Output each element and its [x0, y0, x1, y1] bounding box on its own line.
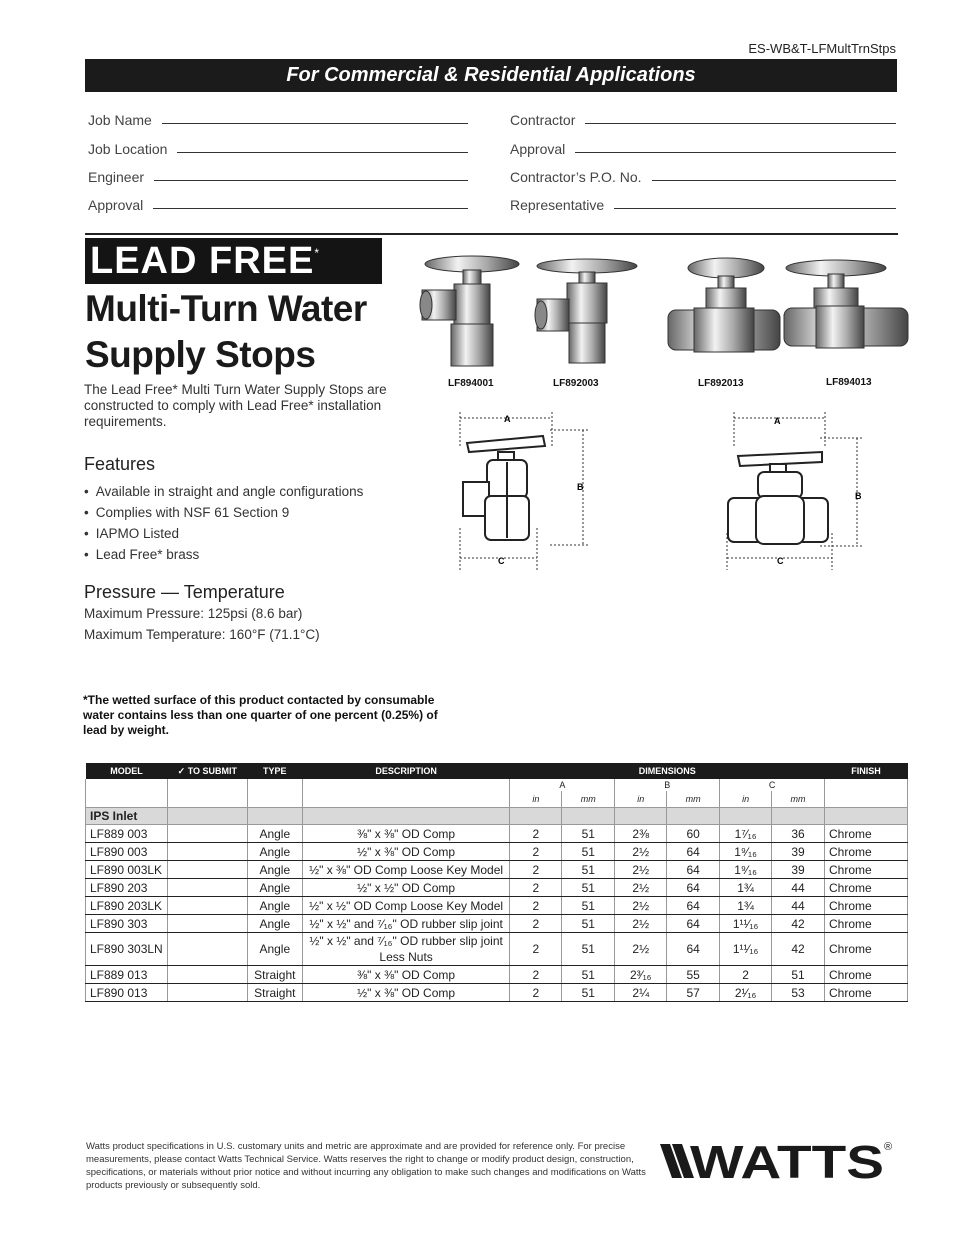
form-field-approval-right[interactable] [510, 141, 896, 157]
cell-desc [302, 879, 510, 897]
form-label: Engineer [88, 169, 145, 185]
features-list [84, 481, 363, 565]
cell-finish: Chrome [825, 966, 908, 984]
table-row [86, 915, 908, 933]
page-title [85, 286, 367, 378]
dim-label-b: B [577, 482, 584, 492]
form-line [162, 122, 468, 124]
cell-b-mm: 64 [667, 879, 720, 897]
description-line: ½" x ½" and ⁷⁄₁₆" OD rubber slip joint [309, 934, 503, 948]
cell-finish: Chrome [825, 933, 908, 966]
cell-submit[interactable] [167, 843, 247, 861]
cell-type: Angle [247, 861, 302, 879]
description-line: Less Nuts [379, 950, 433, 964]
unit-row [86, 791, 908, 808]
cell-desc [302, 843, 510, 861]
cell-b-in: 2½ [615, 861, 667, 879]
group-label: IPS Inlet [86, 808, 168, 825]
table-row [86, 843, 908, 861]
cell-a-mm: 51 [562, 933, 615, 966]
cell-c-mm: 36 [772, 825, 825, 843]
cell-a-in: 2 [510, 897, 562, 915]
cell-a-in: 2 [510, 825, 562, 843]
cell-type: Angle [247, 897, 302, 915]
cell-submit[interactable] [167, 861, 247, 879]
cell-type: Angle [247, 933, 302, 966]
form-line [614, 207, 896, 209]
description-line: ½" x ⅜" OD Comp Loose Key Model [309, 862, 504, 877]
form-label: Contractor’s P.O. No. [510, 169, 642, 185]
cell-c-mm: 39 [772, 861, 825, 879]
cell-finish: Chrome [825, 879, 908, 897]
dimension-drawing-straight [722, 408, 870, 578]
cell-submit[interactable] [167, 933, 247, 966]
cell-model: LF889 003 [86, 825, 168, 843]
description-line: ⅜" x ⅜" OD Comp [357, 826, 456, 841]
form-line [652, 179, 896, 181]
features-heading: Features [84, 454, 156, 474]
table-row [86, 897, 908, 915]
intro-text: The Lead Free* Multi Turn Water Supply Stops are constructed to comply with Lead Free* installation requirements. [84, 382, 387, 429]
cell-c-in: 1¹¹⁄₁₆ [720, 915, 772, 933]
form-field-engineer[interactable] [88, 169, 468, 185]
header-row [86, 763, 908, 779]
form-label: Job Location [88, 141, 168, 157]
specs-table [85, 763, 908, 1002]
cell-a-in: 2 [510, 966, 562, 984]
product-label: LF894013 [826, 377, 872, 388]
table-row [86, 861, 908, 879]
cell-c-mm: 42 [772, 915, 825, 933]
cell-a-mm: 51 [562, 966, 615, 984]
header-finish: FINISH [825, 763, 908, 779]
description-line: ½" x ½" and ⁷⁄₁₆" OD rubber slip joint [309, 916, 503, 931]
cell-b-mm: 55 [667, 966, 720, 984]
dim-label-c: C [777, 556, 784, 566]
cell-a-in: 2 [510, 915, 562, 933]
badge-text: LEAD FREE [90, 240, 315, 282]
cell-b-mm: 64 [667, 861, 720, 879]
cell-model: LF890 303 [86, 915, 168, 933]
form-field-approval-left[interactable] [88, 197, 468, 213]
cell-a-mm: 51 [562, 825, 615, 843]
document-id: ES-WB&T-LFMultTrnStps [748, 41, 896, 56]
cell-type: Angle [247, 879, 302, 897]
cell-c-in: 1⁹⁄₁₆ [720, 843, 772, 861]
form-line [154, 179, 468, 181]
cell-c-in: 1¾ [720, 879, 772, 897]
table-row [86, 933, 908, 966]
dim-group-b: B [615, 779, 720, 791]
cell-c-in: 2¹⁄₁₆ [720, 984, 772, 1002]
form-line [585, 122, 896, 124]
cell-b-mm: 57 [667, 984, 720, 1002]
cell-a-mm: 51 [562, 915, 615, 933]
cell-finish: Chrome [825, 915, 908, 933]
dim-group-c: C [720, 779, 825, 791]
applications-banner: For Commercial & Residential Applications [85, 59, 897, 92]
form-label: Representative [510, 197, 605, 213]
cell-desc [302, 966, 510, 984]
valve-straight-image-2 [780, 256, 912, 366]
product-label: LF894001 [448, 378, 494, 389]
cell-finish: Chrome [825, 984, 908, 1002]
form-label: Job Name [88, 112, 152, 128]
cell-model: LF890 203 [86, 879, 168, 897]
feature-item: • Available in straight and angle configurations [84, 481, 363, 502]
unit-label: in [720, 791, 772, 808]
cell-b-in: 2½ [615, 879, 667, 897]
form-label: Approval [510, 141, 566, 157]
dim-label-c: C [498, 556, 505, 566]
cell-desc [302, 825, 510, 843]
cell-a-mm: 51 [562, 879, 615, 897]
cell-desc [302, 984, 510, 1002]
cell-a-in: 2 [510, 879, 562, 897]
valve-straight-image-1 [664, 256, 784, 368]
cell-submit[interactable] [167, 984, 247, 1002]
dim-label-a: A [504, 414, 511, 424]
cell-a-mm: 51 [562, 897, 615, 915]
unit-label: in [615, 791, 667, 808]
cell-b-mm: 64 [667, 843, 720, 861]
cell-submit[interactable] [167, 879, 247, 897]
header-type: TYPE [247, 763, 302, 779]
header-description: DESCRIPTION [302, 763, 510, 779]
cell-desc [302, 933, 510, 966]
watts-logo [660, 1134, 896, 1182]
cell-a-mm: 51 [562, 861, 615, 879]
description-line: ½" x ½" OD Comp Loose Key Model [309, 898, 504, 913]
cell-a-mm: 51 [562, 984, 615, 1002]
valve-angle-image-1 [418, 250, 523, 372]
group-row-ips-inlet [86, 808, 908, 825]
dim-label-b: B [855, 491, 862, 501]
cell-a-in: 2 [510, 984, 562, 1002]
cell-b-mm: 60 [667, 825, 720, 843]
max-temperature: Maximum Temperature: 160°F (71.1°C) [84, 627, 320, 642]
cell-b-in: 2½ [615, 933, 667, 966]
cell-c-in: 1⁹⁄₁₆ [720, 861, 772, 879]
cell-b-in: 2½ [615, 843, 667, 861]
cell-finish: Chrome [825, 825, 908, 843]
cell-b-in: 2³⁄₁₆ [615, 966, 667, 984]
title-line-1: Multi-Turn Water [85, 288, 367, 329]
section-divider [85, 233, 898, 235]
cell-c-mm: 44 [772, 897, 825, 915]
product-label: LF892003 [553, 378, 599, 389]
cell-a-in: 2 [510, 843, 562, 861]
form-field-job-location[interactable] [88, 141, 468, 157]
valve-angle-image-2 [533, 255, 641, 367]
cell-submit[interactable] [167, 897, 247, 915]
cell-c-mm: 39 [772, 843, 825, 861]
cell-model: LF890 013 [86, 984, 168, 1002]
cell-b-in: 2¼ [615, 984, 667, 1002]
dim-label-a: A [774, 416, 781, 426]
cell-type: Straight [247, 984, 302, 1002]
cell-desc [302, 897, 510, 915]
lead-free-badge [85, 238, 382, 284]
unit-label: mm [667, 791, 720, 808]
form-field-job-name[interactable] [88, 112, 468, 128]
cell-b-mm: 64 [667, 897, 720, 915]
description-line: ½" x ½" OD Comp [357, 880, 456, 895]
cell-submit[interactable] [167, 915, 247, 933]
form-field-contractor-po[interactable] [510, 169, 896, 185]
cell-c-mm: 42 [772, 933, 825, 966]
cell-model: LF889 013 [86, 966, 168, 984]
dimension-group-row [86, 779, 908, 791]
logo-mark: ® [884, 1141, 893, 1153]
cell-c-in: 1¾ [720, 897, 772, 915]
dim-group-a: A [510, 779, 615, 791]
badge-mark: * [314, 246, 321, 260]
unit-label: in [510, 791, 562, 808]
cell-submit[interactable] [167, 825, 247, 843]
cell-c-in: 1⁷⁄₁₆ [720, 825, 772, 843]
cell-c-mm: 53 [772, 984, 825, 1002]
cell-b-mm: 64 [667, 915, 720, 933]
unit-label: mm [772, 791, 825, 808]
cell-type: Angle [247, 825, 302, 843]
cell-c-mm: 51 [772, 966, 825, 984]
unit-label: mm [562, 791, 615, 808]
logo-text: WATTS [690, 1136, 884, 1182]
form-line [575, 151, 896, 153]
table-row [86, 879, 908, 897]
form-field-contractor[interactable] [510, 112, 896, 128]
cell-a-in: 2 [510, 933, 562, 966]
cell-finish: Chrome [825, 897, 908, 915]
form-line [177, 151, 468, 153]
logo-stripes [660, 1144, 694, 1178]
cell-a-mm: 51 [562, 843, 615, 861]
cell-b-in: 2½ [615, 897, 667, 915]
title-line-2: Supply Stops [85, 334, 316, 375]
cell-c-in: 2 [720, 966, 772, 984]
cell-b-in: 2⅜ [615, 825, 667, 843]
header-model: MODEL [86, 763, 168, 779]
footer-disclaimer: Watts product specifications in U.S. customary units and metric are approximate and are provided for reference only. For precise measurements, please contact Watts Technical Service. Watts reserves the right to change or modify product design, construction, specifications, or materials without prior notice and without incurring any obligation to make such changes and modifications on Watts products previously or subsequently sold. [86, 1141, 646, 1191]
lead-free-footnote: *The wetted surface of this product contacted by consumable water contains less than one quarter of one percent (0.25%) of lead by weight. [83, 693, 438, 737]
cell-c-mm: 44 [772, 879, 825, 897]
form-label: Contractor [510, 112, 576, 128]
product-label: LF892013 [698, 378, 744, 389]
cell-finish: Chrome [825, 861, 908, 879]
cell-model: LF890 203LK [86, 897, 168, 915]
table-row [86, 966, 908, 984]
cell-finish: Chrome [825, 843, 908, 861]
cell-b-in: 2½ [615, 915, 667, 933]
header-dimensions: DIMENSIONS [510, 763, 825, 779]
cell-type: Angle [247, 915, 302, 933]
description-line: ⅜" x ⅜" OD Comp [357, 967, 456, 982]
cell-a-in: 2 [510, 861, 562, 879]
header-to-submit: ✓ TO SUBMIT [167, 763, 247, 779]
table-row [86, 984, 908, 1002]
table-row [86, 825, 908, 843]
cell-c-in: 1¹¹⁄₁₆ [720, 933, 772, 966]
form-label: Approval [88, 197, 144, 213]
cell-type: Straight [247, 966, 302, 984]
form-field-representative[interactable] [510, 197, 896, 213]
feature-item: • IAPMO Listed [84, 523, 363, 544]
cell-type: Angle [247, 843, 302, 861]
pressure-temperature-heading: Pressure — Temperature [84, 582, 285, 602]
cell-b-mm: 64 [667, 933, 720, 966]
cell-model: LF890 003 [86, 843, 168, 861]
description-line: ½" x ⅜" OD Comp [357, 985, 456, 1000]
feature-item: • Lead Free* brass [84, 544, 363, 565]
cell-desc [302, 915, 510, 933]
cell-desc [302, 861, 510, 879]
description-line: ½" x ⅜" OD Comp [357, 844, 456, 859]
cell-submit[interactable] [167, 966, 247, 984]
cell-model: LF890 003LK [86, 861, 168, 879]
cell-model: LF890 303LN [86, 933, 168, 966]
form-line [153, 207, 468, 209]
dimension-drawing-angle [455, 408, 595, 578]
max-pressure: Maximum Pressure: 125psi (8.6 bar) [84, 606, 303, 621]
feature-item: • Complies with NSF 61 Section 9 [84, 502, 363, 523]
